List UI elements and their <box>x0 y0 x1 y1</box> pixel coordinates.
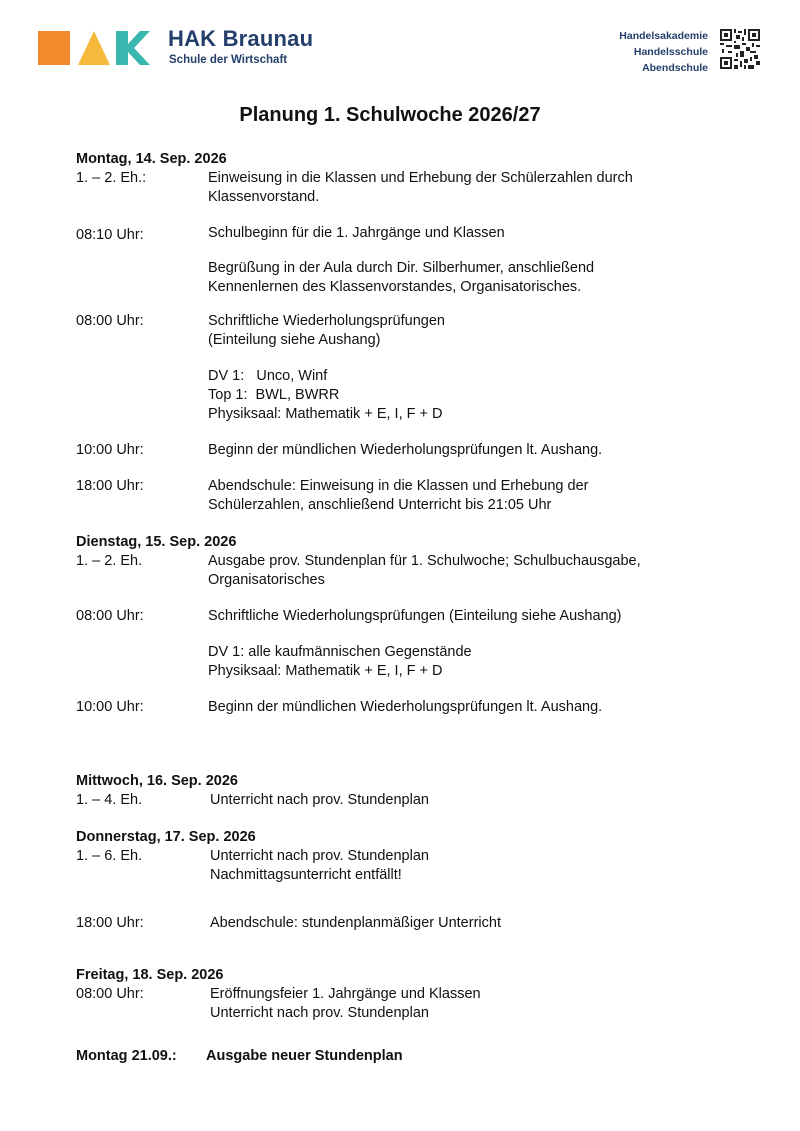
entry-text: Beginn der mündlichen Wiederholungsprüfungen lt. Aushang. <box>208 699 603 715</box>
entry-line: Schülerzahlen, anschließend Unterricht bis 21:05 Uhr <box>208 497 552 513</box>
entry-time: 10:00 Uhr: <box>76 699 144 715</box>
schedule-entry <box>76 607 736 681</box>
entry-text: Abendschule: stundenplanmäßiger Unterricht <box>210 915 501 931</box>
document-title: Planung 1. Schulwoche 2026/27 <box>239 104 541 126</box>
entry-text <box>208 224 736 297</box>
letterhead <box>0 0 800 90</box>
schedule-entry <box>76 985 736 1023</box>
entry-time: 18:00 Uhr: <box>76 478 144 494</box>
entry-line: Einweisung in die Klassen und Erhebung der Schülerzahlen durch <box>208 170 633 186</box>
entry-time: 08:00 Uhr: <box>76 313 144 329</box>
schedule-entry <box>76 169 736 207</box>
entry-text <box>208 552 736 590</box>
entry-time: 08:10 Uhr: <box>76 227 144 243</box>
schedule-entry <box>76 477 736 515</box>
day-heading-wednesday: Mittwoch, 16. Sep. 2026 <box>76 773 238 789</box>
entry-line: Schulbeginn für die 1. Jahrgänge und Klassen <box>208 225 505 241</box>
brand-subtitle: Schule der Wirtschaft <box>169 54 288 66</box>
qr-code-icon <box>720 29 760 69</box>
next-week-note <box>76 1047 736 1066</box>
brand-title: HAK Braunau <box>168 26 314 51</box>
school-type: Handelsakademie <box>619 30 708 42</box>
entry-text <box>210 847 736 885</box>
entry-text <box>208 312 736 424</box>
school-type: Handelsschule <box>633 46 708 58</box>
entry-time: 18:00 Uhr: <box>76 915 144 931</box>
entry-line: Physiksaal: Mathematik + E, I, F + D <box>208 663 443 679</box>
entry-text: Beginn der mündlichen Wiederholungsprüfungen lt. Aushang. <box>208 442 603 458</box>
day-heading-friday: Freitag, 18. Sep. 2026 <box>76 967 224 983</box>
schedule <box>76 150 736 1066</box>
entry-line: Schriftliche Wiederholungsprüfungen <box>208 313 445 329</box>
entry-text <box>210 985 736 1023</box>
schedule-entry <box>76 847 736 885</box>
entry-time: 08:00 Uhr: <box>76 608 144 624</box>
entry-text: Unterricht nach prov. Stundenplan <box>210 792 429 808</box>
day-heading-thursday: Donnerstag, 17. Sep. 2026 <box>76 829 256 845</box>
day-heading-monday: Montag, 14. Sep. 2026 <box>76 151 227 167</box>
note-date: Montag 21.09.: <box>76 1048 177 1064</box>
entry-line: Kennenlernen des Klassenvorstandes, Organisatorisches. <box>208 279 582 295</box>
entry-time: 10:00 Uhr: <box>76 442 144 458</box>
school-type: Abendschule <box>642 62 708 74</box>
schedule-entry <box>76 791 736 810</box>
schedule-entry <box>76 441 736 460</box>
schedule-entry <box>76 914 736 933</box>
entry-time: 08:00 Uhr: <box>76 986 144 1002</box>
entry-line: Schriftliche Wiederholungsprüfungen (Einteilung siehe Aushang) <box>208 608 622 624</box>
entry-text <box>208 477 736 515</box>
day-heading-tuesday: Dienstag, 15. Sep. 2026 <box>76 534 237 550</box>
entry-time: 1. – 2. Eh. <box>76 553 143 569</box>
entry-line: Physiksaal: Mathematik + E, I, F + D <box>208 406 443 422</box>
entry-line: Unterricht nach prov. Stundenplan <box>210 848 429 864</box>
entry-line: Abendschule: Einweisung in die Klassen und Erhebung der <box>208 478 589 494</box>
school-logo-icon <box>38 31 150 65</box>
entry-time: 1. – 6. Eh. <box>76 848 143 864</box>
entry-line: DV 1: Unco, Winf <box>208 368 328 384</box>
logo-k <box>116 31 150 65</box>
entry-text <box>208 607 736 681</box>
schedule-entry <box>76 552 736 590</box>
entry-text <box>208 169 736 207</box>
entry-line: Ausgabe prov. Stundenplan für 1. Schulwoche; Schulbuchausgabe, <box>208 553 641 569</box>
note-text: Ausgabe neuer Stundenplan <box>206 1048 403 1064</box>
entry-line: Unterricht nach prov. Stundenplan <box>210 1005 429 1021</box>
logo-triangle <box>78 31 110 65</box>
logo-square <box>38 31 70 65</box>
schedule-entry <box>76 698 736 717</box>
entry-line: Organisatorisches <box>208 572 325 588</box>
entry-line: Begrüßung in der Aula durch Dir. Silberhumer, anschließend <box>208 260 595 276</box>
entry-line: Klassenvorstand. <box>208 189 320 205</box>
entry-line: DV 1: alle kaufmännischen Gegenstände <box>208 644 472 660</box>
schedule-entry <box>76 312 736 424</box>
entry-line: (Einteilung siehe Aushang) <box>208 332 381 348</box>
entry-time: 1. – 2. Eh.: <box>76 170 147 186</box>
school-types <box>619 28 708 76</box>
schedule-entry <box>76 224 736 297</box>
entry-time: 1. – 4. Eh. <box>76 792 143 808</box>
entry-line: Eröffnungsfeier 1. Jahrgänge und Klassen <box>210 986 481 1002</box>
entry-line: Top 1: BWL, BWRR <box>208 387 340 403</box>
entry-line: Nachmittagsunterricht entfällt! <box>210 867 402 883</box>
